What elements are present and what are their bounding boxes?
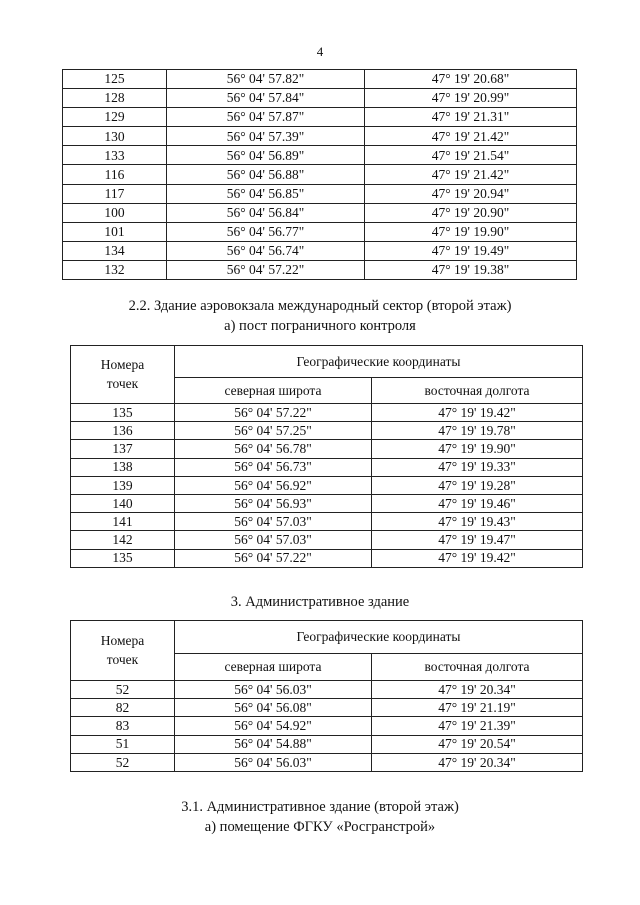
table-row — [63, 165, 577, 184]
point-number-cell: 142 — [71, 531, 175, 549]
point-number-cell: 83 — [71, 717, 175, 735]
table-row — [63, 127, 577, 146]
section-title: 2.2. Здание аэровокзала международный сектор (второй этаж) — [128, 298, 512, 314]
section-heading-admin-building-second-floor — [0, 797, 640, 837]
header-east-longitude: восточная долгота — [372, 654, 583, 681]
header-point-numbers-line2: точек — [106, 651, 139, 667]
east-longitude-cell: 47° 19' 19.42" — [372, 404, 583, 422]
table-row — [63, 108, 577, 127]
north-latitude-cell: 56° 04' 54.92" — [175, 717, 372, 735]
table-row — [71, 476, 583, 494]
coordinates-table-admin-building — [70, 620, 583, 772]
point-number-cell: 141 — [71, 513, 175, 531]
point-number-cell: 100 — [63, 203, 167, 222]
north-latitude-cell: 56° 04' 56.03" — [175, 753, 372, 771]
table-row — [63, 203, 577, 222]
east-longitude-cell: 47° 19' 21.54" — [365, 146, 577, 165]
north-latitude-cell: 56° 04' 56.74" — [167, 241, 365, 260]
north-latitude-cell: 56° 04' 57.22" — [167, 260, 365, 279]
point-number-cell: 128 — [63, 89, 167, 108]
east-longitude-cell: 47° 19' 19.42" — [372, 549, 583, 567]
point-number-cell: 139 — [71, 476, 175, 494]
page-number: 4 — [316, 44, 324, 59]
north-latitude-cell: 56° 04' 56.73" — [175, 458, 372, 476]
north-latitude-cell: 56° 04' 57.87" — [167, 108, 365, 127]
north-latitude-cell: 56° 04' 54.88" — [175, 735, 372, 753]
table-row — [71, 717, 583, 735]
section-title: 3.1. Административное здание (второй этаж) — [181, 799, 459, 815]
east-longitude-cell: 47° 19' 20.34" — [372, 681, 583, 699]
point-number-cell: 129 — [63, 108, 167, 127]
north-latitude-cell: 56° 04' 57.25" — [175, 422, 372, 440]
east-longitude-cell: 47° 19' 21.39" — [372, 717, 583, 735]
point-number-cell: 135 — [71, 549, 175, 567]
point-number-cell: 82 — [71, 699, 175, 717]
table-row — [63, 70, 577, 89]
point-number-cell: 137 — [71, 440, 175, 458]
header-east-longitude: восточная долгота — [372, 378, 583, 404]
header-point-numbers-line1: Номера — [100, 633, 145, 649]
section-heading-admin-building — [0, 592, 640, 612]
point-number-cell: 51 — [71, 735, 175, 753]
table-row — [71, 681, 583, 699]
table-row — [63, 89, 577, 108]
point-number-cell: 138 — [71, 458, 175, 476]
east-longitude-cell: 47° 19' 19.33" — [372, 458, 583, 476]
section-subtitle: а) помещение ФГКУ «Росгранстрой» — [204, 819, 436, 835]
north-latitude-cell: 56° 04' 57.84" — [167, 89, 365, 108]
header-geo-coordinates: Географические координаты — [175, 346, 583, 378]
east-longitude-cell: 47° 19' 21.42" — [365, 127, 577, 146]
north-latitude-cell: 56° 04' 57.03" — [175, 531, 372, 549]
east-longitude-cell: 47° 19' 19.46" — [372, 494, 583, 512]
table-row — [63, 260, 577, 279]
coordinates-table-continued — [62, 69, 577, 280]
section-subtitle: а) пост пограничного контроля — [224, 318, 416, 334]
header-point-numbers — [71, 346, 175, 404]
north-latitude-cell: 56° 04' 56.03" — [175, 681, 372, 699]
north-latitude-cell: 56° 04' 56.84" — [167, 203, 365, 222]
east-longitude-cell: 47° 19' 21.42" — [365, 165, 577, 184]
table-row — [71, 422, 583, 440]
point-number-cell: 133 — [63, 146, 167, 165]
north-latitude-cell: 56° 04' 56.77" — [167, 222, 365, 241]
table-row — [63, 241, 577, 260]
point-number-cell: 136 — [71, 422, 175, 440]
table-row — [71, 494, 583, 512]
north-latitude-cell: 56° 04' 56.08" — [175, 699, 372, 717]
east-longitude-cell: 47° 19' 20.90" — [365, 203, 577, 222]
east-longitude-cell: 47° 19' 19.78" — [372, 422, 583, 440]
section-heading-terminal-international — [0, 296, 640, 336]
point-number-cell: 135 — [71, 404, 175, 422]
coordinates-table-border-control — [70, 345, 583, 568]
table-row — [71, 404, 583, 422]
point-number-cell: 125 — [63, 70, 167, 89]
east-longitude-cell: 47° 19' 19.43" — [372, 513, 583, 531]
north-latitude-cell: 56° 04' 56.85" — [167, 184, 365, 203]
point-number-cell: 134 — [63, 241, 167, 260]
east-longitude-cell: 47° 19' 19.90" — [365, 222, 577, 241]
header-point-numbers — [71, 621, 175, 681]
north-latitude-cell: 56° 04' 56.78" — [175, 440, 372, 458]
section-title: 3. Административное здание — [230, 594, 410, 610]
north-latitude-cell: 56° 04' 56.88" — [167, 165, 365, 184]
table-row — [63, 184, 577, 203]
table-body — [71, 681, 583, 772]
north-latitude-cell: 56° 04' 57.82" — [167, 70, 365, 89]
east-longitude-cell: 47° 19' 21.31" — [365, 108, 577, 127]
table-body — [71, 404, 583, 568]
east-longitude-cell: 47° 19' 20.68" — [365, 70, 577, 89]
table-row — [71, 531, 583, 549]
point-number-cell: 140 — [71, 494, 175, 512]
east-longitude-cell: 47° 19' 19.49" — [365, 241, 577, 260]
point-number-cell: 116 — [63, 165, 167, 184]
east-longitude-cell: 47° 19' 19.38" — [365, 260, 577, 279]
point-number-cell: 132 — [63, 260, 167, 279]
table-row — [63, 146, 577, 165]
east-longitude-cell: 47° 19' 20.54" — [372, 735, 583, 753]
east-longitude-cell: 47° 19' 19.28" — [372, 476, 583, 494]
header-north-latitude: северная широта — [175, 654, 372, 681]
east-longitude-cell: 47° 19' 19.90" — [372, 440, 583, 458]
north-latitude-cell: 56° 04' 57.03" — [175, 513, 372, 531]
table-row — [71, 458, 583, 476]
table-body — [63, 70, 577, 280]
table-row — [71, 513, 583, 531]
east-longitude-cell: 47° 19' 20.34" — [372, 753, 583, 771]
header-north-latitude: северная широта — [175, 378, 372, 404]
header-geo-coordinates: Географические координаты — [175, 621, 583, 654]
point-number-cell: 52 — [71, 753, 175, 771]
point-number-cell: 130 — [63, 127, 167, 146]
table-row — [71, 440, 583, 458]
east-longitude-cell: 47° 19' 20.99" — [365, 89, 577, 108]
north-latitude-cell: 56° 04' 56.89" — [167, 146, 365, 165]
point-number-cell: 117 — [63, 184, 167, 203]
table-row — [71, 549, 583, 567]
north-latitude-cell: 56° 04' 57.22" — [175, 549, 372, 567]
north-latitude-cell: 56° 04' 57.22" — [175, 404, 372, 422]
table-row — [71, 699, 583, 717]
table-row — [71, 753, 583, 771]
header-point-numbers-line1: Номера — [100, 357, 145, 373]
north-latitude-cell: 56° 04' 56.92" — [175, 476, 372, 494]
north-latitude-cell: 56° 04' 56.93" — [175, 494, 372, 512]
point-number-cell: 101 — [63, 222, 167, 241]
table-row — [63, 222, 577, 241]
east-longitude-cell: 47° 19' 21.19" — [372, 699, 583, 717]
point-number-cell: 52 — [71, 681, 175, 699]
header-point-numbers-line2: точек — [106, 375, 139, 391]
table-row — [71, 735, 583, 753]
north-latitude-cell: 56° 04' 57.39" — [167, 127, 365, 146]
east-longitude-cell: 47° 19' 20.94" — [365, 184, 577, 203]
east-longitude-cell: 47° 19' 19.47" — [372, 531, 583, 549]
